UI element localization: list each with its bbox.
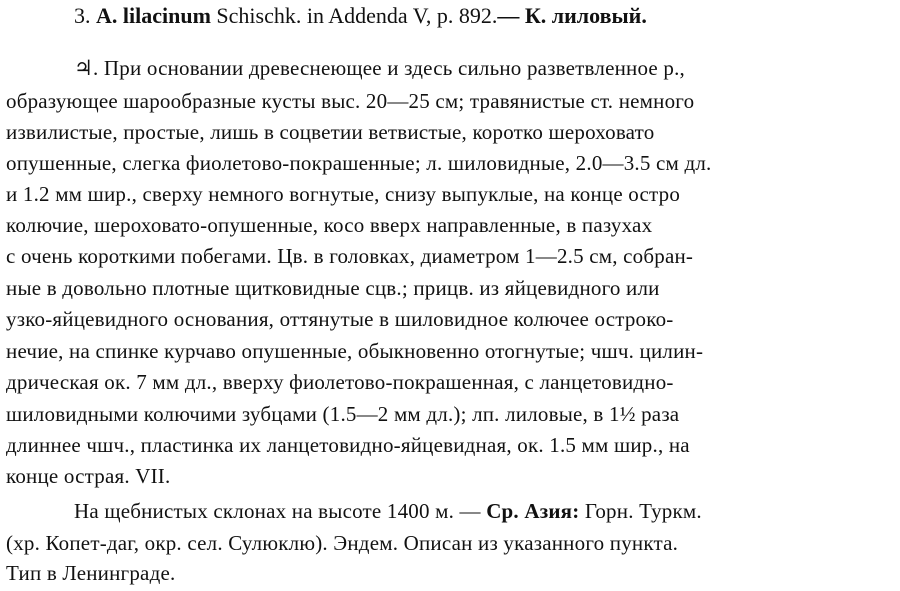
species-epithet: lilacinum	[122, 3, 211, 28]
habitat-line	[74, 499, 702, 524]
description-line: ные в довольно плотные щитковидные сцв.; прицв. из яйцевидного или	[6, 276, 660, 300]
habitat-locality: Горн. Туркм.	[584, 499, 702, 523]
description-line: с очень короткими побегами. Цв. в головках, диаметром 1—2.5 см, собран-	[6, 244, 694, 268]
description-line: образующее шарообразные кусты выс. 20—25 см; травянистые ст. немного	[6, 89, 695, 113]
description-line: дрическая ок. 7 мм дл., вверху фиолетово-покрашенная, с ланцетовидно-	[6, 370, 674, 394]
description-line: нечие, на спинке курчаво опушенные, обыкновенно отогнутые; чшч. цилин-	[6, 339, 704, 363]
description-line: конце острая. VII.	[6, 464, 171, 488]
type-location-line: Тип в Ленинграде.	[6, 561, 176, 585]
habitat-text: На щебнистых склонах на высоте 1400 м. —	[74, 499, 481, 523]
author-citation: Schischk. in Addenda V, p. 892.	[216, 3, 498, 28]
heading-dash: —	[497, 3, 520, 28]
description-line: и 1.2 мм шир., сверху немного вогнутые, снизу выпуклые, на конце остро	[6, 182, 681, 206]
description-line: извилистые, простые, лишь в соцветии ветвистые, коротко шероховато	[6, 120, 655, 144]
description-line: шиловидными колючими зубцами (1.5—2 мм дл.); лп. лиловые, в 1½ раза	[6, 402, 680, 426]
species-number: 3.	[74, 3, 91, 28]
habitat-line: (хр. Копет-даг, окр. сел. Сулюклю). Эндем. Описан из указанного пункта.	[6, 531, 679, 555]
description-line: ♃. При основании древеснеющее и здесь сильно разветвленное р.,	[74, 56, 685, 80]
description-line: колючие, шероховато-опушенные, косо вверх направленные, в пазухах	[6, 213, 653, 237]
genus-abbreviation: A.	[96, 3, 118, 28]
description-line: узко-яйцевидного основания, оттянутые в шиловидное колючее остроко-	[6, 307, 674, 331]
species-heading	[74, 3, 647, 28]
russian-common-name: К. лиловый.	[524, 3, 647, 28]
region-label: Ср. Азия:	[486, 499, 580, 523]
description-line: длиннее чшч., пластинка их ланцетовидно-яйцевидная, ок. 1.5 мм шир., на	[6, 433, 690, 457]
description-line: опушенные, слегка фиолетово-покрашенные; л. шиловидные, 2.0—3.5 см дл.	[6, 151, 712, 175]
